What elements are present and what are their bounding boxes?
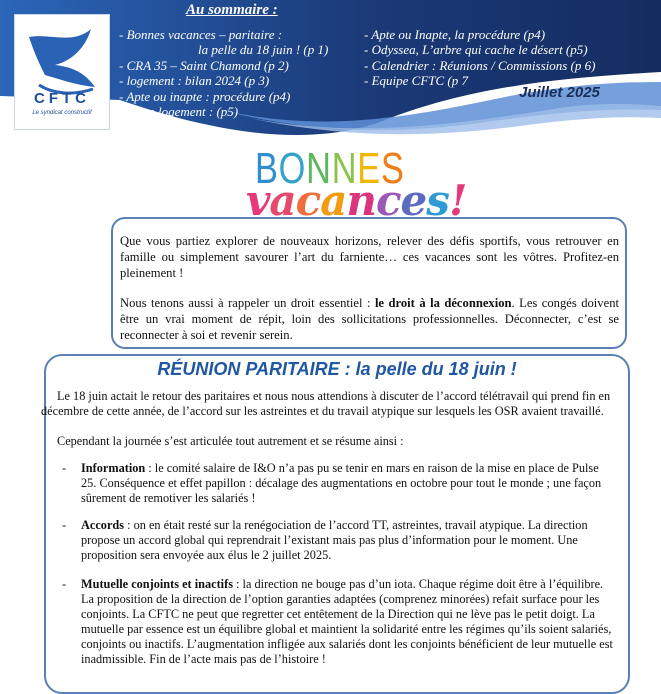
heading-letter: N bbox=[306, 144, 332, 193]
item-label: Information bbox=[81, 461, 146, 475]
item-text: proposition sera envoyée aux élus le 2 juillet 2025. bbox=[81, 548, 332, 562]
logo-text: CFTC bbox=[34, 90, 90, 107]
summary-item: - Calendrier : Réunions / Commissions (p 6) bbox=[364, 58, 596, 73]
item-text: : la direction ne bouge pas d’un iota. Chaque régime doit être à l’équilibre. bbox=[232, 577, 604, 591]
reunion-intro-line: Le 18 juin actait le retour des paritaires et nous nous attendions à discuter de l’accord télétravail qui prend fin en bbox=[57, 389, 611, 403]
intro-paragraph-2 bbox=[120, 295, 619, 343]
summary-item: - Odyssea, L’arbre qui cache le désert (p5) bbox=[364, 42, 588, 57]
list-item bbox=[81, 461, 599, 476]
heading-letter: n bbox=[346, 176, 376, 225]
item-text: : le comité salaire de I&O n’a pas pu se tenir en mars en raison de la mise en place de Pulse bbox=[145, 461, 599, 475]
item-label: Accords bbox=[81, 518, 125, 532]
logo-tagline: Le syndicat constructif bbox=[32, 110, 92, 116]
reunion-title: RÉUNION PARITAIRE : la pelle du 18 juin ! bbox=[157, 359, 517, 379]
heading-letter: c bbox=[295, 176, 321, 225]
summary-title: Au sommaire : bbox=[186, 2, 278, 18]
heading-letter: s bbox=[426, 176, 449, 225]
issue-date: Juillet 2025 bbox=[519, 84, 600, 101]
bullet-marker: - bbox=[62, 577, 67, 591]
summary-item: - Apte ou inapte : procédure (p4) bbox=[119, 89, 291, 104]
summary-item: la pelle du 18 juin ! (p 1) bbox=[198, 42, 329, 57]
item-text: inadmissible. Fin de l’acte mais pas de l’histoire ! bbox=[81, 652, 326, 666]
heading-letter: a bbox=[269, 176, 296, 225]
heading-letter: v bbox=[246, 176, 270, 225]
item-text: 25. Conséquence et effet papillon : décalage des augmentations en octobre pour tout le monde ; une façon bbox=[81, 476, 602, 490]
heading-letter: c bbox=[375, 176, 401, 225]
intro-highlight: le droit à la déconnexion bbox=[374, 296, 512, 310]
heading-letter: e bbox=[400, 176, 427, 225]
item-text: La proposition de la direction de l’option garanties adaptées (comprenez minorées) refait surface pour les bbox=[81, 592, 600, 606]
intro-text: . Les congés doivent être un vrai moment de répit, loin des sollicitations professionnelles. Déconnecter, c’est se reconnecter à soi et revenir serein. bbox=[120, 296, 619, 342]
list-item bbox=[81, 518, 588, 533]
intro-text: Nous tenons aussi à rappeler un droit essentiel : bbox=[120, 296, 375, 310]
summary-item: - Bilan logement : (p5) bbox=[119, 104, 239, 119]
heading-letter: a bbox=[320, 176, 347, 225]
heading-letter: B bbox=[255, 144, 279, 193]
bullet-marker: - bbox=[62, 461, 67, 475]
heading-letter: O bbox=[278, 144, 307, 193]
item-text: conjoints. La CFTC ne peut que regretter cet entêtement de la Direction qui ne lève pas le petit doigt. La bbox=[81, 607, 595, 621]
intro-box bbox=[111, 217, 627, 349]
item-text: : on en était resté sur la renégociation de l’accord TT, astreintes, travail atypique. La direction bbox=[124, 518, 588, 532]
heading-letter: S bbox=[380, 144, 405, 193]
heading-letter: E bbox=[357, 144, 381, 193]
item-text: sûrement de remotiver les salariés ! bbox=[81, 491, 256, 505]
summary-item: - Equipe CFTC (p 7 bbox=[364, 73, 468, 88]
item-text: mutuelle par essence est un équilibre global et maintient la solidarité entre les régimes qu’ils soient salariés, bbox=[81, 622, 612, 636]
list-item bbox=[81, 577, 603, 592]
item-text: propose un accord global qui reprendrait l’existant mais pas plus d’information pour le moment. Une bbox=[81, 533, 578, 547]
summary-item: - Apte ou Inapte, la procédure (p4) bbox=[364, 27, 546, 42]
summary-item: - logement : bilan 2024 (p 3) bbox=[119, 73, 270, 88]
item-label: Mutuelle conjoints et inactifs bbox=[81, 577, 233, 591]
item-text: conjoints ou inactifs. L’augmentation infligée aux salariés dont les conjoints bénéficient de leur mutuelle est bbox=[81, 637, 613, 651]
intro-paragraph-1: Que vous partiez explorer de nouveaux horizons, relever des défis sportifs, vous retrouver en famille ou simplement savourer l’art du farniente… ces vacances sont les vôtres. Profitez-en pleinement ! bbox=[120, 234, 619, 280]
bullet-marker: - bbox=[62, 518, 67, 532]
heading-letter: ! bbox=[448, 176, 467, 225]
summary-item: - CRA 35 – Saint Chamond (p 2) bbox=[119, 58, 289, 73]
heading-letter: N bbox=[331, 144, 358, 193]
summary-item: - Bonnes vacances – paritaire : bbox=[119, 27, 283, 42]
reunion-intro-line: décembre de cette année, de l’accord sur les astreintes et du travail atypique sur lesquels les OSR avaient travaillé. bbox=[41, 404, 604, 418]
reunion-summary-line: Cependant la journée s’est articulée tout autrement et se résume ainsi : bbox=[57, 434, 404, 448]
